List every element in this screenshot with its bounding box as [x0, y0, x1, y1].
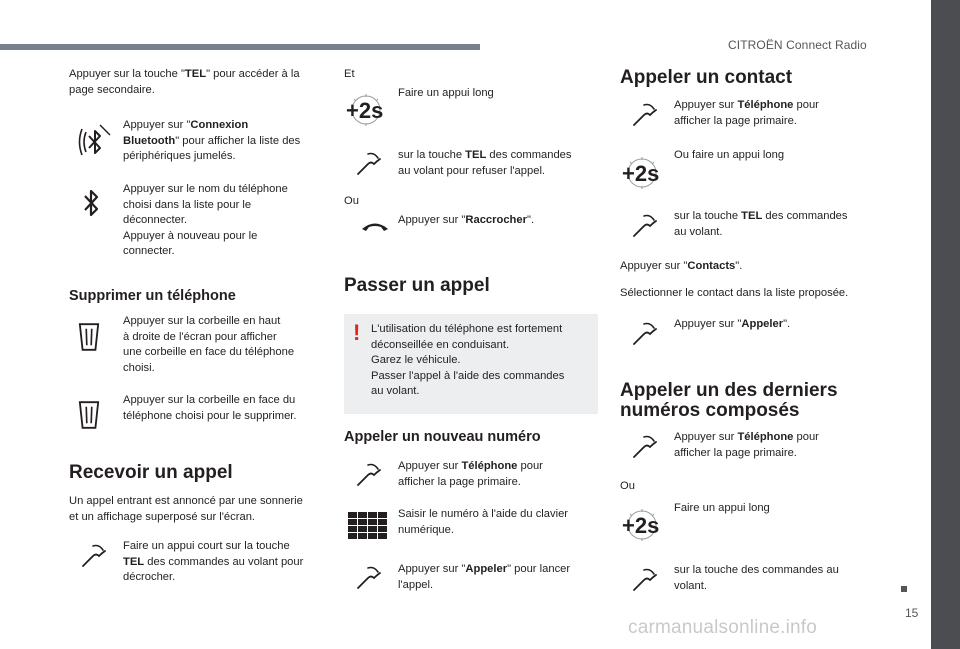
- warning-icon: !: [353, 320, 361, 345]
- ct-step1-text: Appuyer sur Téléphone pour afficher la page primaire.: [674, 99, 819, 127]
- warning-text: L'utilisation du téléphone est fortement déconseillée en conduisant. Garez le véhicule. Passer l'appel à l'aide des commandes au volant.: [371, 323, 565, 397]
- touch-finger-icon: [630, 431, 660, 461]
- ou-text: Ou: [344, 195, 359, 207]
- hangup-text: Appuyer sur "Raccrocher".: [398, 214, 535, 226]
- touch-finger-icon: [630, 99, 660, 129]
- delete-title: Supprimer un téléphone: [69, 288, 236, 304]
- receive-title: Recevoir un appel: [69, 462, 233, 483]
- new-number-title: Appeler un nouveau numéro: [344, 429, 541, 445]
- numeric-keypad-icon: [348, 512, 388, 540]
- et-text: Et: [344, 68, 355, 80]
- intro-text: Appuyer sur la touche "TEL" pour accéder à la page secondaire.: [69, 68, 300, 96]
- bluetooth-icon: [81, 187, 101, 219]
- receive-intro: Un appel entrant est annoncé par une sonnerie et un affichage superposé sur l'écran.: [69, 495, 303, 523]
- touch-finger-icon: [354, 562, 384, 592]
- nn-step2-text: Saisir le numéro à l'aide du clavier numérique.: [398, 508, 569, 536]
- touch-finger-icon: [630, 564, 660, 594]
- call-title: Passer un appel: [344, 275, 490, 296]
- nn-step3-text: Appuyer sur "Appeler" pour lancer l'appel.: [398, 563, 571, 591]
- long-press-2s-icon: [620, 508, 664, 542]
- watermark: carmanualsonline.info: [628, 617, 818, 638]
- recent-title: Appeler un des derniers numéros composés: [620, 380, 838, 421]
- warning-panel: [344, 314, 598, 414]
- rc-long-text: Faire un appui long: [674, 502, 770, 514]
- touch-finger-icon: [354, 148, 384, 178]
- long-press-2s-icon: [620, 156, 664, 190]
- rc-ou-text: Ou: [620, 480, 635, 492]
- side-bar: [931, 0, 960, 649]
- rc-step1-text: Appuyer sur Téléphone pour afficher la page primaire.: [674, 431, 819, 459]
- ct-call-text: Appuyer sur "Appeler".: [674, 318, 791, 330]
- nn-step1-text: Appuyer sur Téléphone pour afficher la page primaire.: [398, 460, 543, 488]
- trash-icon: [78, 321, 100, 353]
- header-bar: [0, 44, 480, 50]
- trash-icon: [78, 399, 100, 431]
- ct-tel-text: sur la touche TEL des commandes au volant.: [674, 210, 848, 238]
- bt-phone-text: Appuyer sur le nom du téléphone choisi dans la liste pour le déconnecter. Appuyer à nouveau pour le connecter.: [123, 183, 288, 257]
- long-press-text: Faire un appui long: [398, 87, 494, 99]
- touch-finger-icon: [630, 318, 660, 348]
- page-number: 15: [905, 606, 919, 620]
- ct-contacts-text: Appuyer sur "Contacts".: [620, 260, 743, 272]
- receive-step-text: Faire un appui court sur la touche TEL des commandes au volant pour décrocher.: [123, 540, 304, 583]
- delete-step1-text: Appuyer sur la corbeille en haut à droite de l'écran pour afficher une corbeille en face du téléphone choisi.: [123, 315, 295, 374]
- long-press-2s-icon: [344, 93, 388, 127]
- touch-finger-icon: [354, 459, 384, 489]
- rc-tel-text: sur la touche des commandes au volant.: [674, 564, 839, 592]
- brand-label: CITROËN Connect Radio: [728, 38, 867, 52]
- refuse-text: sur la touche TEL des commandes au volant pour refuser l'appel.: [398, 149, 572, 177]
- bt-connect-text: Appuyer sur "Connexion Bluetooth" pour afficher la liste des périphériques jumelés.: [123, 119, 301, 162]
- ct-select-text: Sélectionner le contact dans la liste proposée.: [620, 287, 849, 299]
- page-marker: [901, 586, 907, 592]
- contact-title: Appeler un contact: [620, 67, 793, 88]
- delete-step2-text: Appuyer sur la corbeille en face du téléphone choisi pour le supprimer.: [123, 394, 297, 422]
- touch-finger-icon: [630, 210, 660, 240]
- touch-finger-icon: [79, 540, 109, 570]
- hang-up-icon: [360, 218, 390, 234]
- bluetooth-connect-icon: [76, 121, 114, 163]
- ct-long-text: Ou faire un appui long: [674, 149, 785, 161]
